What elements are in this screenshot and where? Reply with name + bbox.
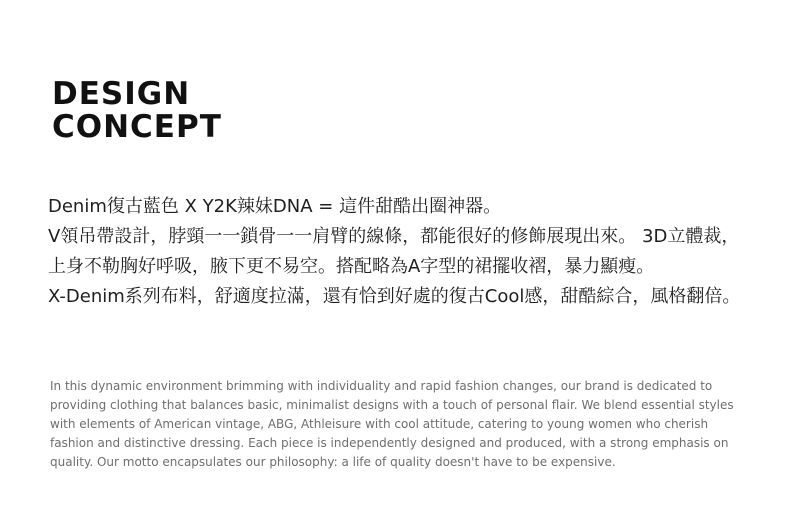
design-concept-heading: [52, 78, 222, 144]
english-description: In this dynamic environment brimming with individuality and rapid fashion changes, our brand is dedicated to providing clothing that balances basic, minimalist designs with a touch of personal flair. We blend essential styles with elements of American vintage, ABG, Athleisure with cool attitude, catering to young women who cherish fashion and distinctive dressing. Each piece is independently designed and produced, with a strong emphasis on quality. Our motto encapsulates our philosophy: a life of quality doesn't have to be expensive.: [50, 379, 734, 469]
chinese-paragraph-3: X-Denim系列布料，舒適度拉滿，還有恰到好處的復古Cool感，甜酷綜合，風格翻倍。: [48, 286, 741, 307]
chinese-paragraph-2: V領吊帶設計，脖頸一一鎖骨一一肩臂的線條，都能很好的修飾展現出來。 3D立體裁，上身不勒胸好呼吸，腋下更不易空。搭配略為A字型的裙擺收褶，暴力顯瘦。: [48, 226, 740, 277]
chinese-description: [48, 192, 748, 312]
heading-line-design: DESIGN: [52, 76, 191, 112]
heading-line-concept: CONCEPT: [52, 109, 222, 145]
chinese-paragraph-1: Denim復古藍色 X Y2K辣妹DNA = 這件甜酷出圈神器。: [48, 196, 502, 217]
